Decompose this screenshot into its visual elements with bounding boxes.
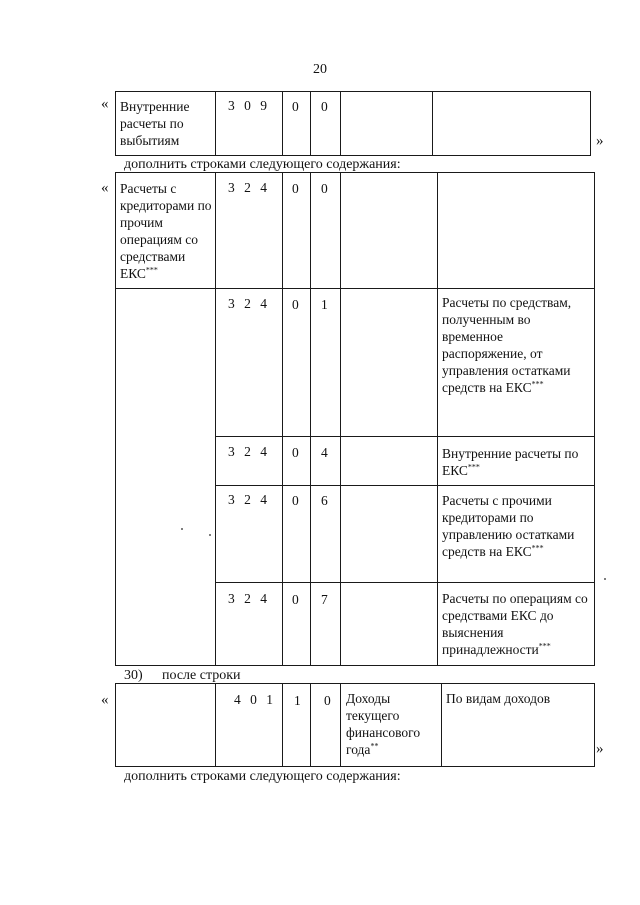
table-border — [215, 91, 216, 156]
account-code: 3 2 4 — [228, 492, 270, 507]
account-code: 3 2 4 — [228, 296, 270, 311]
opening-quote: « — [101, 96, 109, 112]
account-description: Внутренние расчеты по ЕКС*** — [442, 446, 579, 478]
account-code: 3 2 4 — [228, 444, 270, 459]
table-border — [215, 172, 216, 666]
footnote-mark: *** — [467, 462, 480, 472]
account-subcode-2: 0 — [321, 99, 328, 114]
table-border — [437, 172, 438, 666]
account-name: Доходы текущего финансового года** — [346, 691, 421, 757]
table-border — [340, 172, 341, 666]
account-code: 3 2 4 — [228, 591, 270, 606]
footnote-mark: *** — [531, 379, 544, 389]
table-border — [115, 665, 595, 666]
table-border — [115, 172, 116, 666]
account-name: Расчеты с кредиторами по прочим операциям со средствами ЕКС*** — [120, 181, 212, 281]
table-border — [310, 683, 311, 767]
table-border — [215, 582, 595, 583]
account-subcode-2: 4 — [321, 445, 328, 460]
scan-speck — [604, 578, 606, 580]
table-border — [282, 91, 283, 156]
table-border — [310, 91, 311, 156]
account-subcode-2: 0 — [324, 693, 331, 708]
opening-quote: « — [101, 692, 109, 708]
account-description: Расчеты с прочими кредиторами по управлению остатками средств на ЕКС*** — [442, 493, 575, 559]
footnote-mark: *** — [145, 265, 158, 275]
account-subcode-1: 1 — [294, 693, 301, 708]
scan-speck — [209, 534, 211, 536]
account-subcode-2: 7 — [321, 592, 328, 607]
account-subcode-1: 0 — [292, 181, 299, 196]
table-border — [115, 683, 116, 767]
opening-quote: « — [101, 180, 109, 196]
account-subcode-2: 0 — [321, 181, 328, 196]
footnote-mark: *** — [538, 641, 551, 651]
table-border — [282, 172, 283, 666]
page-number: 20 — [313, 62, 327, 77]
table-border — [115, 288, 595, 289]
table-border — [282, 683, 283, 767]
account-subcode-1: 0 — [292, 297, 299, 312]
account-subcode-1: 0 — [292, 99, 299, 114]
table-border — [340, 683, 341, 767]
item-text: после строки — [162, 668, 241, 683]
closing-quote: » — [596, 741, 604, 757]
account-description: Расчеты по средствам, полученным во временное распоряжение, от управления остатками средств на ЕКС*** — [442, 295, 572, 395]
scan-speck — [181, 528, 183, 530]
table-border — [441, 683, 442, 767]
item-number: 30) — [124, 668, 143, 683]
account-name: Внутренние расчеты по выбытиям — [120, 99, 190, 148]
table-border — [215, 436, 595, 437]
table-border — [594, 683, 595, 767]
table-border — [215, 485, 595, 486]
account-subcode-1: 0 — [292, 445, 299, 460]
footnote-mark: *** — [531, 543, 544, 553]
table-border — [115, 766, 595, 767]
table-border — [594, 172, 595, 666]
closing-quote: » — [596, 133, 604, 149]
account-description: Расчеты по операциям со средствами ЕКС до выяснения принадлежности*** — [442, 591, 588, 657]
account-subcode-1: 0 — [292, 592, 299, 607]
account-subcode-1: 0 — [292, 493, 299, 508]
table-border — [590, 91, 591, 156]
account-subcode-2: 6 — [321, 493, 328, 508]
table-border — [115, 91, 116, 156]
table-border — [432, 91, 433, 156]
table-border — [115, 683, 595, 684]
table-border — [215, 683, 216, 767]
account-description: По видам доходов — [446, 691, 551, 706]
table-border — [340, 91, 341, 156]
table-border — [115, 91, 591, 92]
account-code: 3 2 4 — [228, 180, 270, 195]
instruction-text: дополнить строками следующего содержания: — [124, 157, 401, 172]
account-code: 4 0 1 — [234, 692, 276, 707]
table-border — [310, 172, 311, 666]
instruction-text: дополнить строками следующего содержания: — [124, 769, 401, 784]
account-code: 3 0 9 — [228, 98, 270, 113]
footnote-mark: ** — [370, 741, 379, 751]
account-subcode-2: 1 — [321, 297, 328, 312]
table-border — [115, 172, 595, 173]
